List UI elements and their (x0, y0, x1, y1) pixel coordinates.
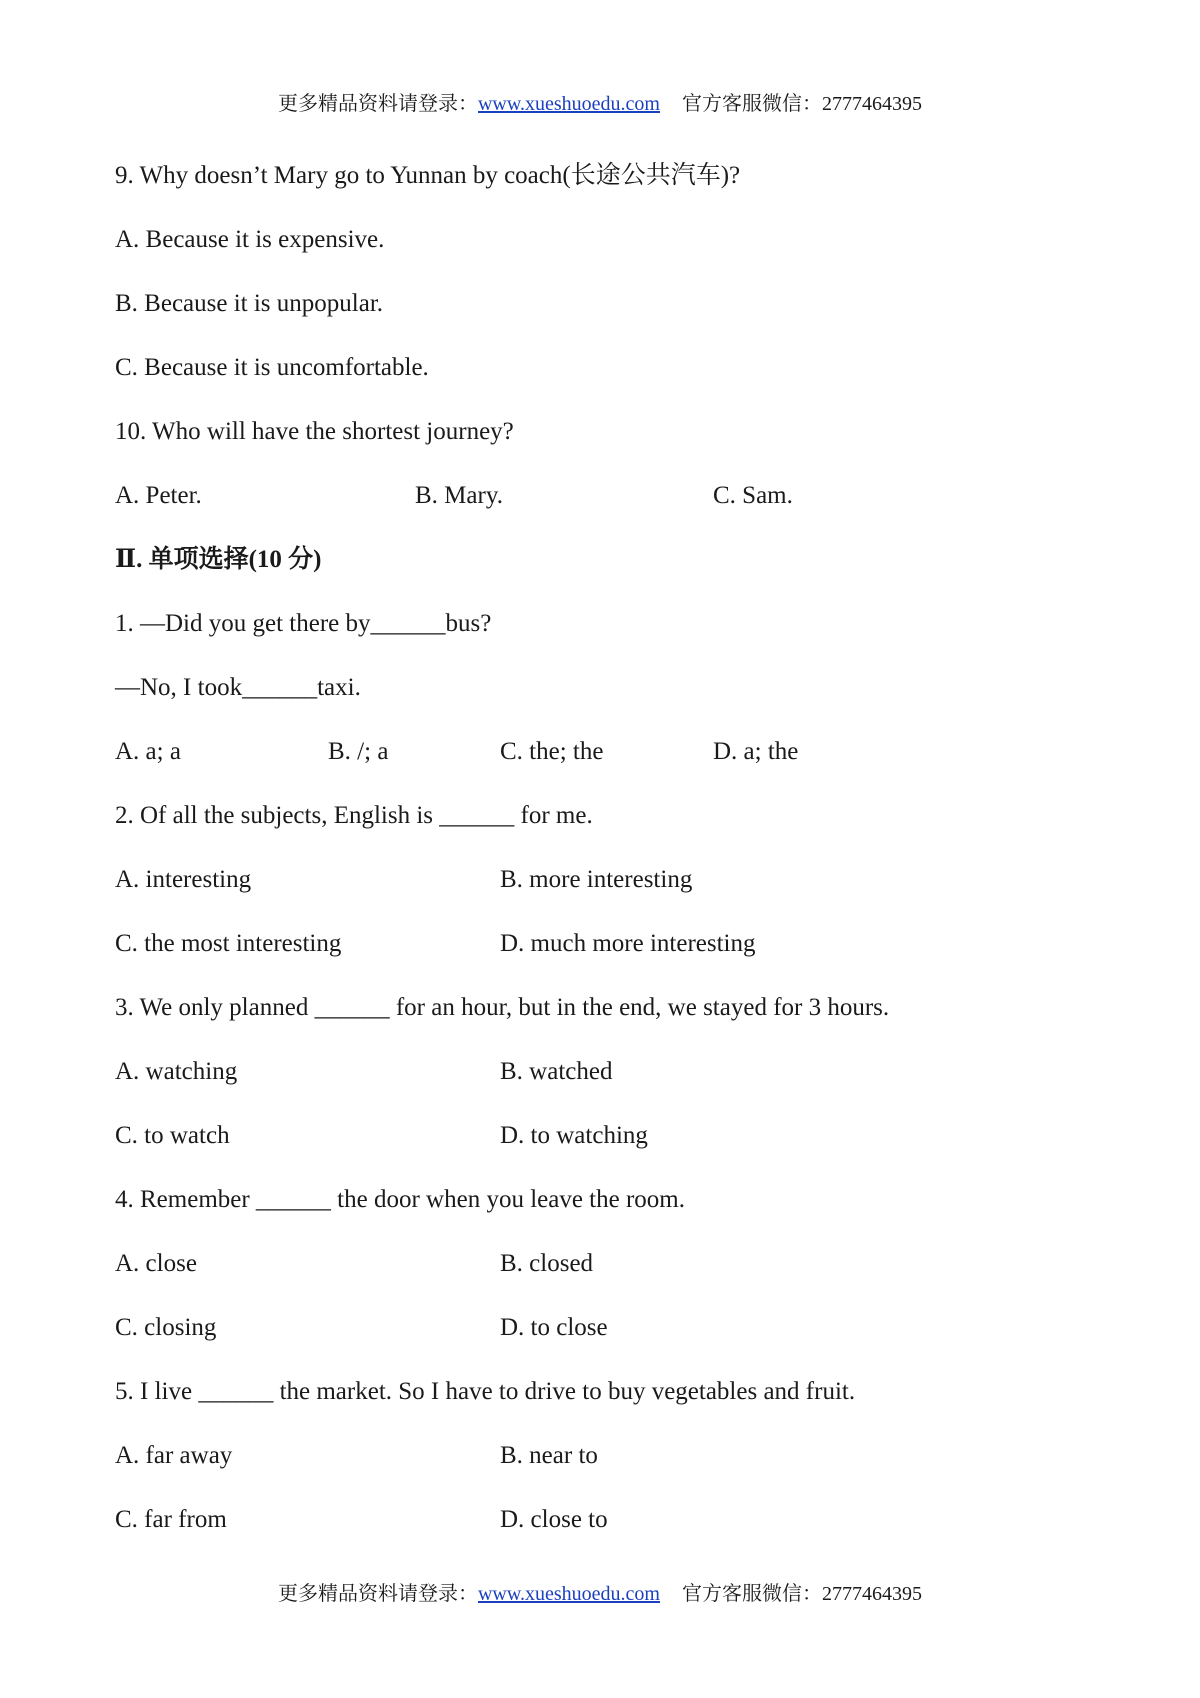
choice-2-option-c: C. the most interesting (115, 930, 342, 957)
question-9-option-b: B. Because it is unpopular. (115, 290, 384, 317)
choice-3-options-row-1 (115, 1052, 1115, 1116)
choice-5-options-row-1 (115, 1436, 1115, 1500)
choice-3-option-d: D. to watching (500, 1122, 648, 1149)
choice-4-option-c: C. closing (115, 1314, 217, 1341)
choice-4-option-a: A. close (115, 1250, 197, 1277)
choice-3-options-row-2 (115, 1116, 1115, 1180)
choice-5-options-row-2 (115, 1500, 1115, 1564)
choice-3-option-c: C. to watch (115, 1122, 230, 1149)
choice-5-stem: 5. I live ______ the market. So I have to drive to buy vegetables and fruit. (115, 1378, 856, 1405)
choice-4-option-b: B. closed (500, 1250, 594, 1277)
footer-prefix: 更多精品资料请登录： (277, 1583, 478, 1605)
question-9-stem: 9. Why doesn’t Mary go to Yunnan by coach(长途公共汽车)? (115, 162, 741, 189)
question-9-option-a: A. Because it is expensive. (115, 226, 385, 253)
page-header (0, 87, 1200, 116)
choice-4-stem: 4. Remember ______ the door when you leave the room. (115, 1186, 685, 1213)
choice-2-option-b: B. more interesting (500, 866, 693, 893)
exam-content (115, 156, 1115, 1564)
footer-link[interactable]: www.xueshuoedu.com (477, 1583, 660, 1605)
choice-2-options-row-1 (115, 860, 1115, 924)
choice-1-option-b: B. /; a (328, 738, 389, 765)
footer-wechat: 官方客服微信：2777464395 (682, 1583, 922, 1605)
question-10-option-a: A. Peter. (115, 482, 202, 509)
question-10-stem: 10. Who will have the shortest journey? (115, 418, 514, 445)
choice-5-option-c: C. far from (115, 1506, 227, 1533)
choice-2-option-a: A. interesting (115, 866, 252, 893)
header-prefix: 更多精品资料请登录： (277, 93, 478, 115)
choice-1-option-c: C. the; the (500, 738, 604, 765)
choice-5-option-d: D. close to (500, 1506, 608, 1533)
choice-3-option-a: A. watching (115, 1058, 238, 1085)
choice-4-options-row-1 (115, 1244, 1115, 1308)
choice-2-options-row-2 (115, 924, 1115, 988)
section-2-title: Ⅱ. 单项选择(10 分) (115, 546, 322, 573)
question-10-option-b: B. Mary. (415, 482, 503, 509)
choice-1-option-a: A. a; a (115, 738, 181, 765)
choice-4-option-d: D. to close (500, 1314, 608, 1341)
question-9-option-c: C. Because it is uncomfortable. (115, 354, 429, 381)
header-wechat: 官方客服微信：2777464395 (682, 93, 922, 115)
page-footer (0, 1577, 1200, 1606)
choice-2-stem: 2. Of all the subjects, English is ______ for me. (115, 802, 593, 829)
choice-3-option-b: B. watched (500, 1058, 613, 1085)
choice-5-option-a: A. far away (115, 1442, 233, 1469)
choice-1-option-d: D. a; the (713, 738, 799, 765)
choice-1-reply: —No, I took______taxi. (115, 674, 361, 701)
question-10-option-c: C. Sam. (713, 482, 793, 509)
header-link[interactable]: www.xueshuoedu.com (477, 93, 660, 115)
choice-3-stem: 3. We only planned ______ for an hour, but in the end, we stayed for 3 hours. (115, 994, 890, 1021)
choice-5-option-b: B. near to (500, 1442, 598, 1469)
choice-4-options-row-2 (115, 1308, 1115, 1372)
choice-2-option-d: D. much more interesting (500, 930, 756, 957)
choice-1-options (115, 732, 1115, 796)
choice-1-stem: 1. —Did you get there by______bus? (115, 610, 492, 637)
question-10-options (115, 476, 1115, 540)
